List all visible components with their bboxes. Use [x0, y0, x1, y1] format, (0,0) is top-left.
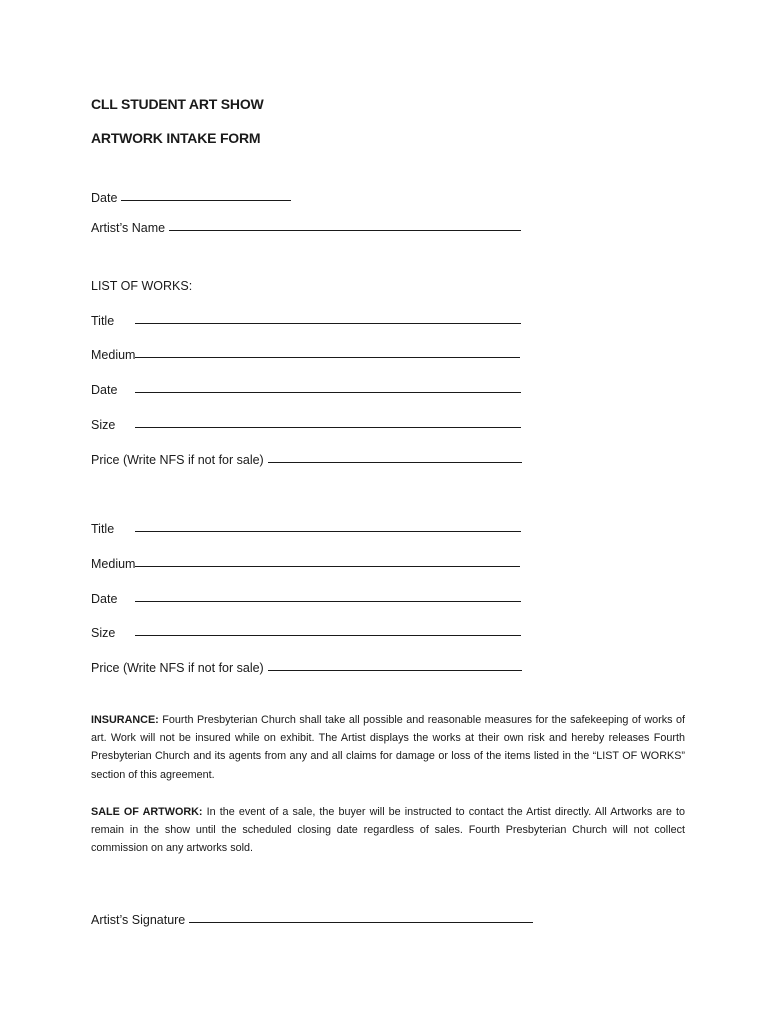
work-1-price-input-line[interactable]: [268, 462, 522, 463]
work-1-size-label: Size: [91, 418, 116, 432]
work-1-date-field[interactable]: [91, 383, 521, 397]
work-1-medium-field[interactable]: [91, 348, 520, 362]
work-1-date-label: Date: [91, 383, 118, 397]
work-1-size-field[interactable]: [91, 418, 521, 432]
work-2-price-label: Price (Write NFS if not for sale): [91, 661, 264, 675]
work-1-title-input-line[interactable]: [135, 323, 521, 324]
form-title: CLL STUDENT ART SHOW: [91, 96, 264, 112]
work-2-title-label: Title: [91, 522, 115, 536]
sale-text: In the event of a sale, the buyer will be instructed to contact the Artist directly. All Artworks are to remain in the show until the scheduled closing date regardless of sales. Fourth Presbyterian Church will not collect commission on any artworks sold.: [91, 806, 686, 855]
work-1-price-field[interactable]: [91, 453, 522, 467]
work-2-medium-label: Medium: [91, 557, 136, 571]
signature-input-line[interactable]: [189, 922, 533, 923]
artist-name-label: Artist’s Name: [91, 221, 166, 235]
work-2-title-input-line[interactable]: [135, 531, 521, 532]
artist-name-field[interactable]: [91, 221, 521, 235]
work-2-size-label: Size: [91, 626, 116, 640]
work-1-title-field[interactable]: [91, 314, 521, 328]
insurance-paragraph: [91, 711, 685, 784]
list-of-works-heading: LIST OF WORKS:: [91, 279, 193, 293]
work-2-price-input-line[interactable]: [268, 670, 522, 671]
work-1-medium-input-line[interactable]: [135, 357, 520, 358]
insurance-heading: INSURANCE:: [91, 714, 159, 726]
work-2-title-field[interactable]: [91, 522, 521, 536]
work-2-date-field[interactable]: [91, 592, 521, 606]
work-2-medium-field[interactable]: [91, 557, 520, 571]
form-subtitle: ARTWORK INTAKE FORM: [91, 130, 261, 146]
work-2-size-input-line[interactable]: [135, 635, 521, 636]
work-1-price-label: Price (Write NFS if not for sale): [91, 453, 264, 467]
date-input-line[interactable]: [121, 200, 291, 201]
work-2-date-label: Date: [91, 592, 118, 606]
work-1-title-label: Title: [91, 314, 115, 328]
date-label: Date: [91, 191, 118, 205]
signature-label: Artist’s Signature: [91, 913, 186, 927]
work-2-date-input-line[interactable]: [135, 601, 521, 602]
insurance-text: Fourth Presbyterian Church shall take all possible and reasonable measures for the safekeeping of works of art. Work will not be insured while on exhibit. The Artist displays the works at their own risk and hereby releases Fourth Presbyterian Church and its agents from any and all claims for damage or loss of the items listed in the “LIST OF WORKS” section of this agreement.: [91, 714, 686, 781]
work-1-date-input-line[interactable]: [135, 392, 521, 393]
artist-name-input-line[interactable]: [169, 230, 521, 231]
work-1-medium-label: Medium: [91, 348, 136, 362]
work-1-size-input-line[interactable]: [135, 427, 521, 428]
work-2-price-field[interactable]: [91, 661, 522, 675]
date-field[interactable]: [91, 191, 291, 205]
sale-heading: SALE OF ARTWORK:: [91, 806, 203, 818]
sale-paragraph: [91, 803, 685, 858]
signature-field[interactable]: [91, 913, 533, 927]
work-2-size-field[interactable]: [91, 626, 521, 640]
work-2-medium-input-line[interactable]: [135, 566, 520, 567]
